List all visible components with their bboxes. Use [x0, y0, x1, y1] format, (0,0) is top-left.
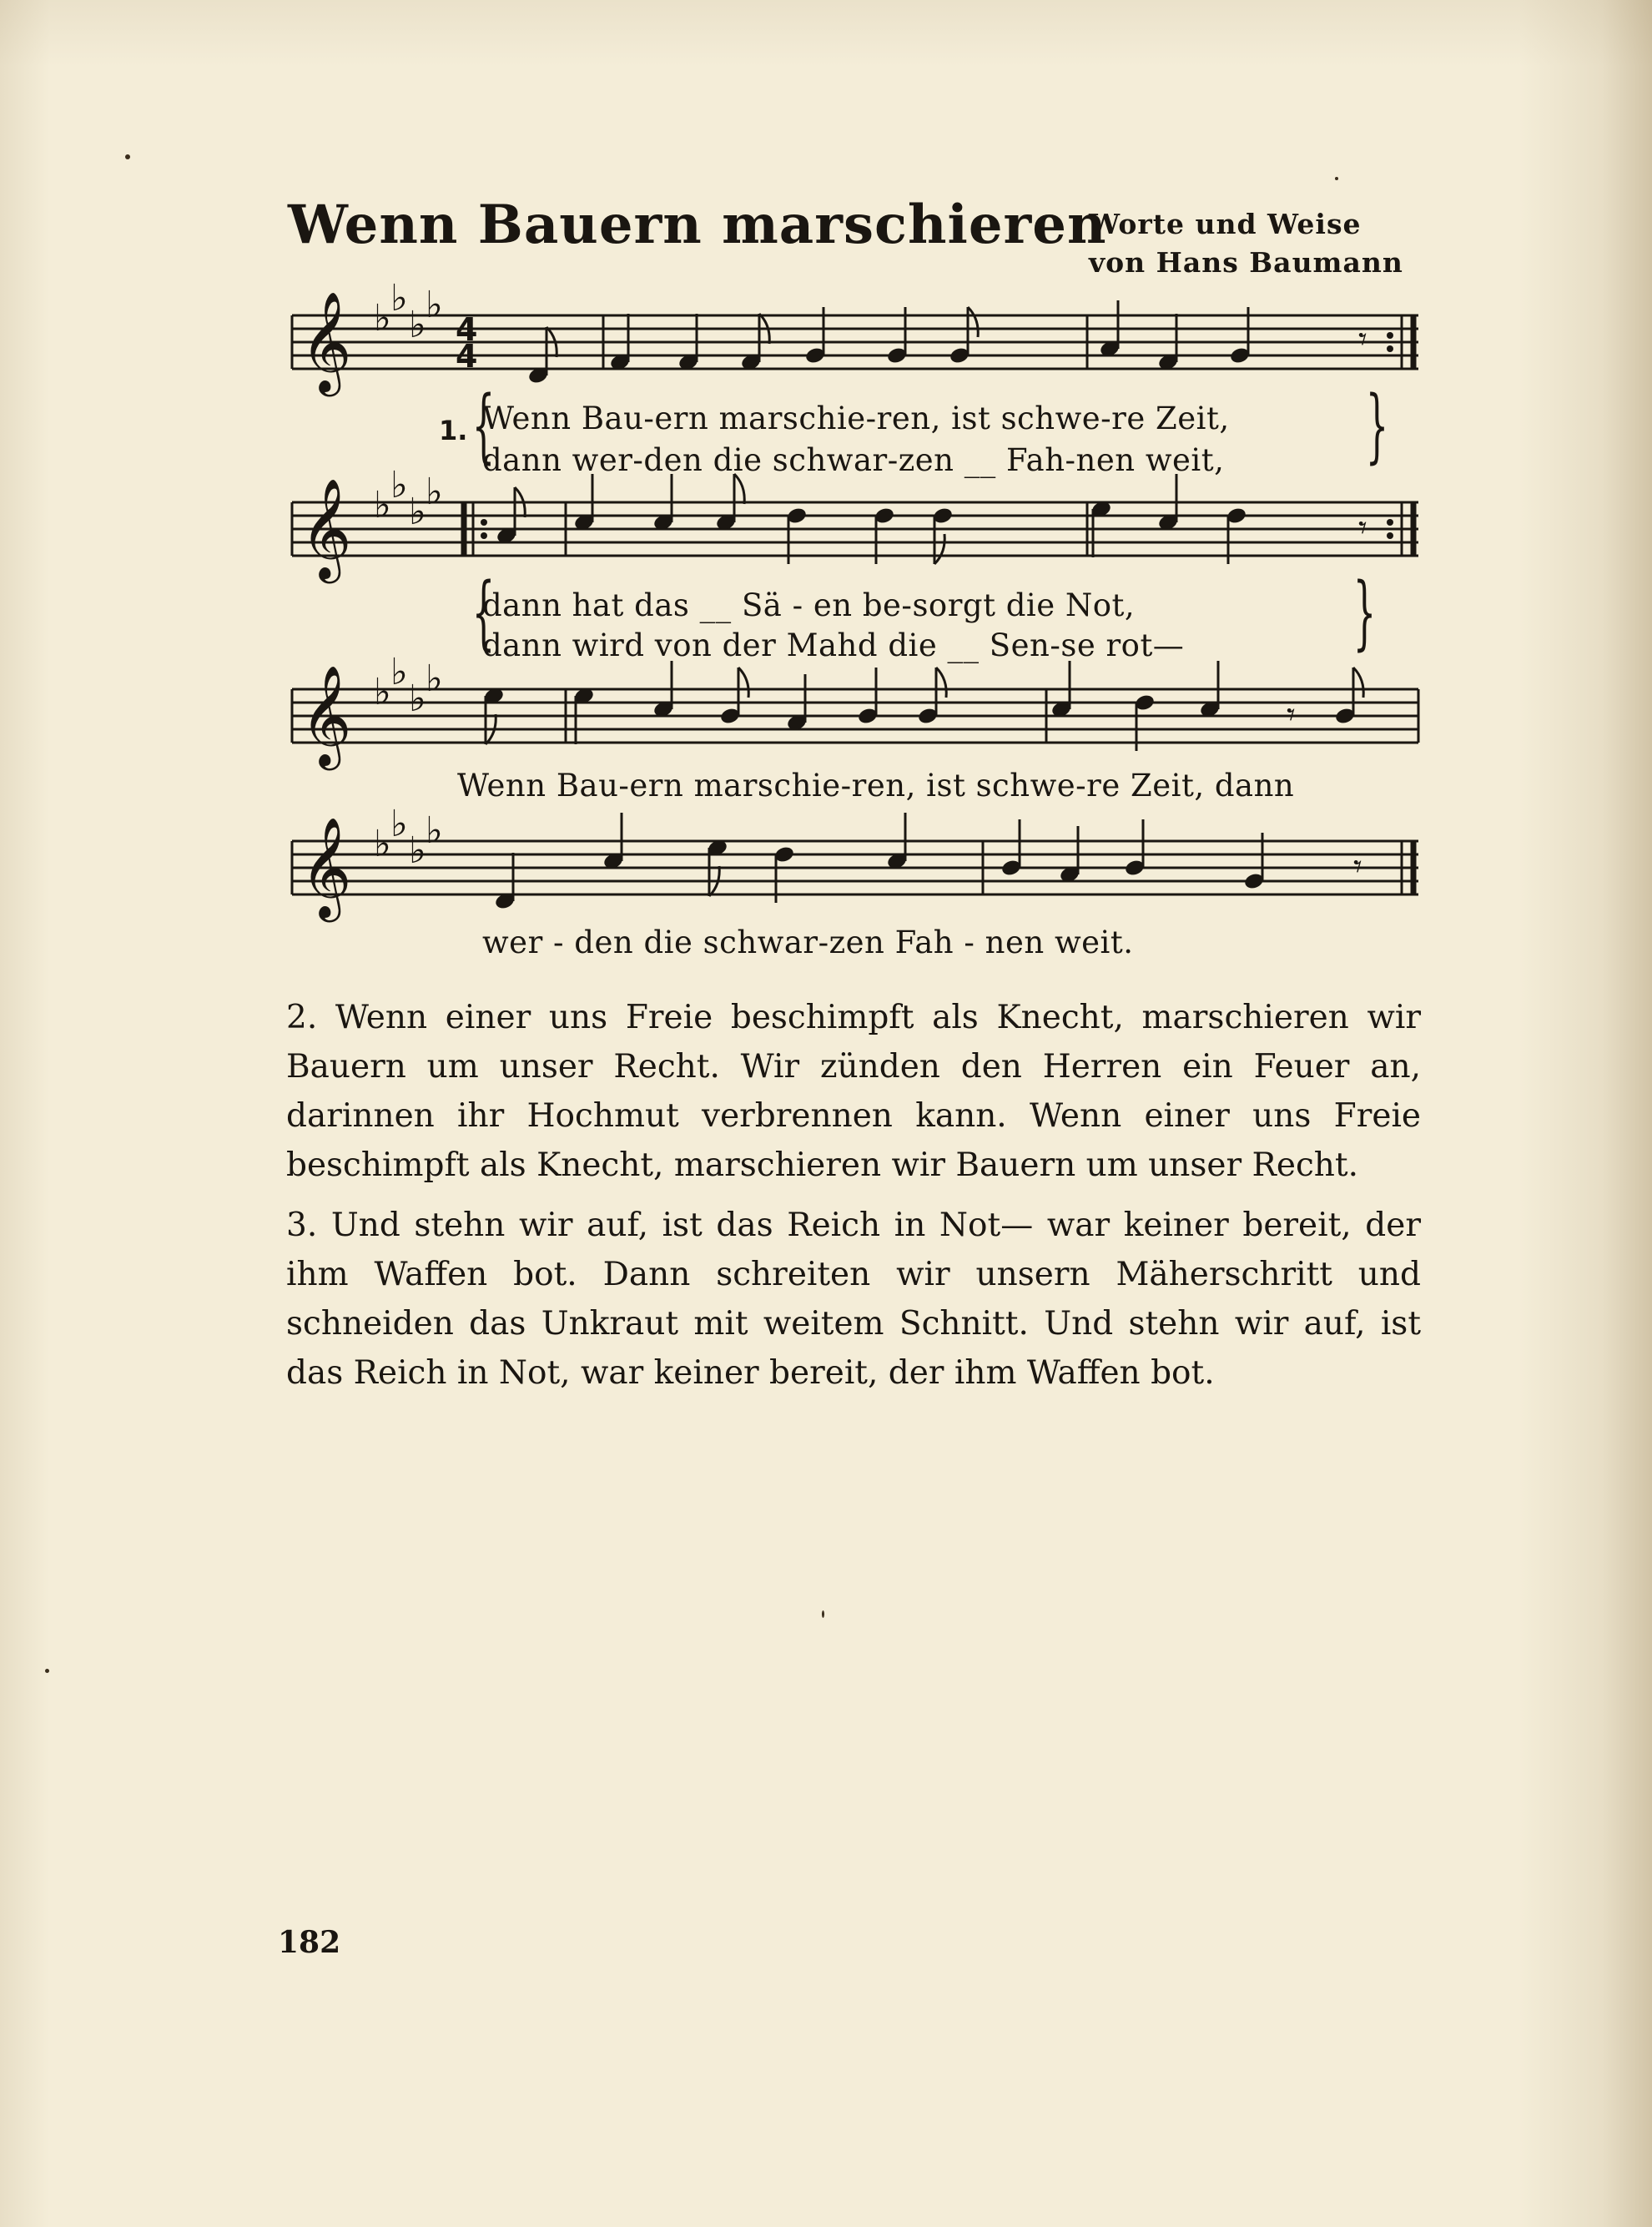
credit-line-1: Worte und Weise	[1089, 208, 1362, 240]
svg-text:♭: ♭	[426, 809, 443, 852]
page-number: 182	[278, 1925, 341, 1960]
svg-text:♭: ♭	[390, 464, 408, 506]
note-flag	[738, 668, 748, 698]
note-flag	[515, 487, 525, 517]
svg-text:♭: ♭	[409, 829, 426, 872]
lyrics-staff2-line1: dann hat das __ Sä - en be-sorgt die Not,	[482, 587, 1136, 623]
svg-text:♭: ♭	[374, 823, 391, 865]
verse-number-1: 1.	[439, 415, 468, 446]
eighth-rest-icon: 𝄾	[1353, 848, 1362, 886]
paper-speck	[125, 154, 130, 159]
svg-text:♭: ♭	[426, 471, 443, 513]
lyrics-staff1-line2: dann wer-den die schwar-zen __ Fah-nen weit,	[482, 442, 1225, 478]
note-flag	[546, 327, 557, 357]
paper-speck	[1335, 177, 1338, 180]
note-flag	[734, 474, 744, 504]
note-flag	[709, 866, 719, 896]
treble-clef-icon: 𝄞	[300, 477, 352, 579]
right-brace: }	[1352, 566, 1377, 659]
paper-speck	[822, 1610, 824, 1618]
treble-clef-icon: 𝄞	[300, 290, 352, 392]
note-flag	[486, 714, 496, 744]
svg-text:♭: ♭	[409, 304, 426, 346]
note-flag	[1353, 668, 1363, 698]
verse-2	[286, 993, 1421, 1190]
svg-text:♭: ♭	[390, 651, 408, 693]
left-brace: {	[471, 379, 496, 472]
note-flag	[936, 668, 946, 698]
eighth-rest-icon: 𝄾	[1358, 320, 1367, 359]
lyrics-staff4: wer - den die schwar-zen Fah - nen weit.	[482, 925, 1134, 960]
left-brace: {	[471, 566, 496, 659]
svg-text:4: 4	[456, 338, 478, 375]
eighth-rest-icon: 𝄾	[1358, 509, 1367, 547]
time-signature	[456, 311, 477, 375]
note-flag	[934, 534, 944, 564]
svg-text:♭: ♭	[390, 803, 408, 845]
treble-clef-icon: 𝄞	[300, 816, 352, 918]
additional-verses	[286, 993, 1421, 1408]
verse-3-number: 3.	[286, 1207, 318, 1244]
verse-3	[286, 1201, 1421, 1398]
verse-3-text: Und stehn wir auf, ist das Reich in Not— war keiner bereit, der ihm Waffen bot. Dann schreiten wir unsern Mäherschritt und schneiden das Unkraut mit weitem Schnitt. Und stehn wir auf, ist das Reich in Not, war keiner bereit, der ihm Waffen bot.	[286, 1207, 1421, 1392]
verse-2-text: Wenn einer uns Freie beschimpft als Knecht, marschieren wir Bauern um unser Recht. Wir zünden den Herren ein Feuer an, darinnen ihr Hochmut verbrennen kann. Wenn einer uns Freie beschimpft als Knecht, marschieren wir Bauern um unser Recht.	[286, 999, 1421, 1184]
note-flag	[968, 307, 978, 337]
svg-text:♭: ♭	[426, 658, 443, 700]
svg-text:♭: ♭	[374, 484, 391, 527]
song-title: Wenn Bauern marschieren	[288, 194, 1107, 256]
credit-line-2: von Hans Baumann	[1089, 246, 1403, 279]
lyrics-staff1-line1: Wenn Bau-ern marschie-ren, ist schwe-re Zeit,	[482, 401, 1230, 436]
paper-speck	[45, 1669, 49, 1673]
svg-text:♭: ♭	[426, 284, 443, 326]
lyrics-staff2-line2: dann wird von der Mahd die __ Sen-se rot—	[482, 627, 1185, 663]
eighth-rest-icon: 𝄾	[1287, 696, 1296, 734]
svg-text:♭: ♭	[374, 297, 391, 340]
svg-text:♭: ♭	[409, 491, 426, 533]
key-signature-flats	[374, 277, 443, 872]
svg-text:♭: ♭	[374, 671, 391, 713]
right-brace: }	[1365, 379, 1389, 472]
note-flag	[759, 314, 769, 344]
verse-2-number: 2.	[286, 999, 318, 1036]
lyrics-staff3: Wenn Bau-ern marschie-ren, ist schwe-re Zeit, dann	[457, 768, 1295, 804]
treble-clef-icon: 𝄞	[300, 664, 352, 766]
svg-text:♭: ♭	[390, 277, 408, 320]
svg-text:♭: ♭	[409, 678, 426, 720]
svg-text:4: 4	[456, 311, 478, 348]
